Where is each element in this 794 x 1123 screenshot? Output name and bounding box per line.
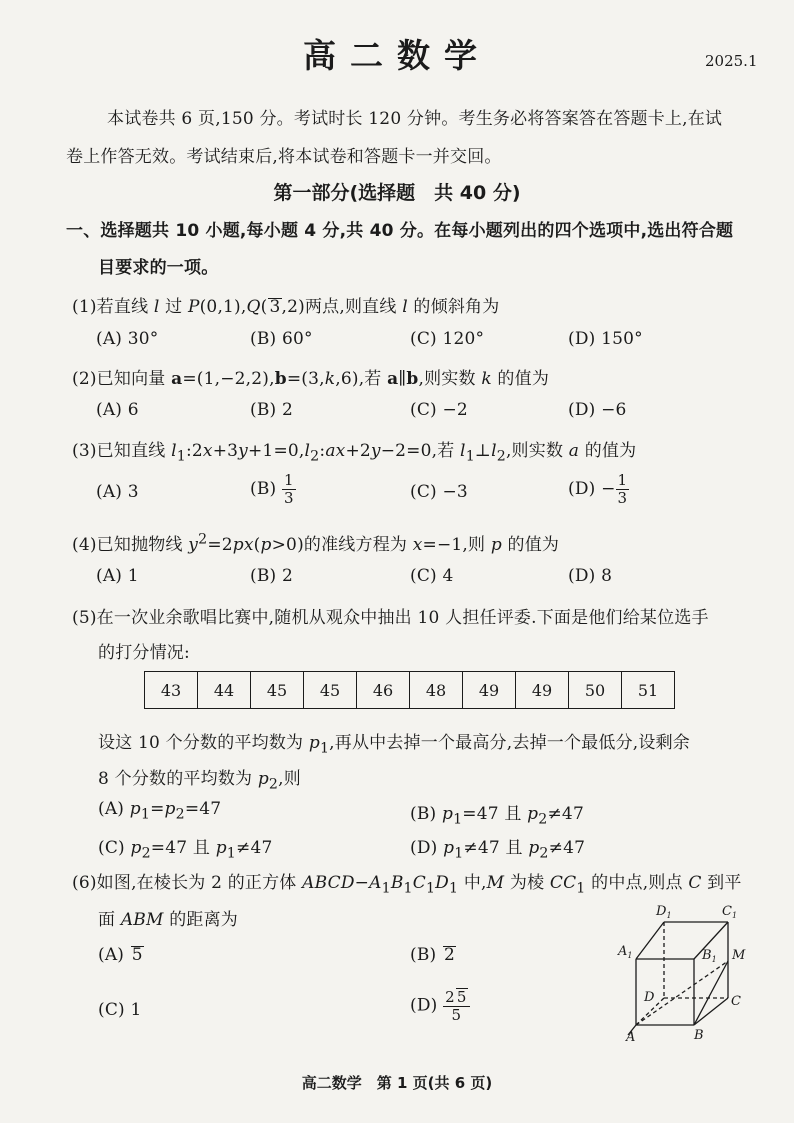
page-footer: 高二数学 第 1 页(共 6 页) [301, 1074, 493, 1092]
q5-option-d: (D) $p_1\ne 47$ 且 $p_2\ne 47$ [410, 838, 586, 862]
label-d: D [644, 990, 655, 1005]
label-a: A [626, 1030, 636, 1045]
label-b: B [694, 1028, 704, 1043]
section-instruction-1: 一、选择题共 10 小题,每小题 4 分,共 40 分。在每小题列出的四个选项中,选出符合题 [66, 221, 734, 241]
q2-stem: (2)已知向量 a=(1,−2,2),b=(3,k,6),若 a∥b,则实数 k 的值为 [72, 369, 550, 389]
label-c: C [731, 994, 741, 1009]
label-m: M [732, 948, 746, 963]
q2-option-b: (B) 2 [250, 400, 293, 420]
q5-option-c: (C) $p_2=47$ 且 $p_1\ne 47$ [98, 838, 273, 862]
intro-line-2: 卷上作答无效。考试结束后,将本试卷和答题卡一并交回。 [66, 147, 502, 167]
section-title: 第一部分(选择题 共 40 分) [273, 182, 521, 204]
q2-option-a: (A) 6 [96, 400, 139, 420]
q4-option-d: (D) 8 [568, 566, 613, 586]
q3-option-c: (C) −3 [410, 482, 468, 502]
q6-option-b: (B) 2 [410, 945, 455, 965]
q4-option-a: (A) 1 [96, 566, 139, 586]
q6-option-a: (A) 5 [98, 945, 143, 965]
score-cell: 45 [251, 672, 304, 709]
label-d1: $D_1$ [656, 904, 672, 920]
q3-stem: (3)已知直线 $l_1:2x+3y+1=0,l_2:ax+2y-2=0$,若 $l_1\perp l_2$,则实数 a 的值为 [72, 441, 637, 465]
q3-option-a: (A) 3 [96, 482, 139, 502]
score-cell: 50 [569, 672, 622, 709]
table-row [145, 672, 675, 709]
intro-line-1: 本试卷共 6 页,150 分。考试时长 120 分钟。考生务必将答案答在答题卡上,在试 [107, 109, 723, 129]
score-cell: 46 [357, 672, 410, 709]
q6-option-c: (C) 1 [98, 1000, 142, 1020]
exam-date: 2025.1 [705, 52, 758, 70]
q6-option-d: (D) $\frac{2 5}{5}$ [410, 988, 470, 1024]
q1-option-a: (A) 30° [96, 329, 159, 349]
score-cell: 49 [463, 672, 516, 709]
score-cell: 51 [622, 672, 675, 709]
score-cell: 44 [198, 672, 251, 709]
score-cell: 48 [410, 672, 463, 709]
label-c1: $C_1$ [722, 904, 738, 920]
q1-option-d: (D) 150° [568, 329, 643, 349]
q3-option-d: (D) − $\frac{1}{3}$ [568, 471, 628, 507]
score-cell: 43 [145, 672, 198, 709]
cube-diagram [612, 895, 762, 1045]
q5-option-b: (B) $p_1=47$ 且 $p_2\ne 47$ [410, 804, 584, 828]
q2-option-c: (C) −2 [410, 400, 468, 420]
q5-option-a: (A) $p_1=p_2=47$ [98, 799, 222, 823]
q4-option-b: (B) 2 [250, 566, 293, 586]
q5-stem-2: 的打分情况: [98, 643, 190, 663]
score-cell: 49 [516, 672, 569, 709]
q5-stem-3: 设这 10 个分数的平均数为 $p_1$,再从中去掉一个最高分,去掉一个最低分,设剩余 [98, 733, 690, 757]
q3-option-b: (B) $\frac{1}{3}$ [250, 471, 294, 507]
q6-stem-1: (6)如图,在棱长为 2 的正方体 $ABCD-A_1B_1C_1D_1$ 中,M 为棱 $CC_1$ 的中点,则点 C 到平 [72, 873, 742, 897]
label-a1: $A_1$ [618, 944, 633, 960]
q6-stem-2: 面 ABM 的距离为 [98, 910, 238, 930]
q2-option-d: (D) −6 [568, 400, 627, 420]
label-b1: $B_1$ [702, 948, 717, 964]
q1-option-b: (B) 60° [250, 329, 313, 349]
q1-stem: (1)若直线 l 过 P(0,1),Q( 3,2)两点,则直线 l 的倾斜角为 [72, 297, 500, 317]
q1-option-c: (C) 120° [410, 329, 485, 349]
q5-stem-1: (5)在一次业余歌唱比赛中,随机从观众中抽出 10 人担任评委.下面是他们给某位选手 [72, 608, 709, 628]
q4-stem: (4)已知抛物线 $y^2=2px(p>0)$的准线方程为 x=−1,则 p 的值为 [72, 531, 560, 555]
q5-stem-4: 8 个分数的平均数为 $p_2$,则 [98, 769, 301, 793]
score-table [144, 671, 675, 709]
section-instruction-2: 目要求的一项。 [98, 258, 219, 278]
page-title: 高二数学 [303, 36, 491, 75]
q4-option-c: (C) 4 [410, 566, 454, 586]
score-cell: 45 [304, 672, 357, 709]
